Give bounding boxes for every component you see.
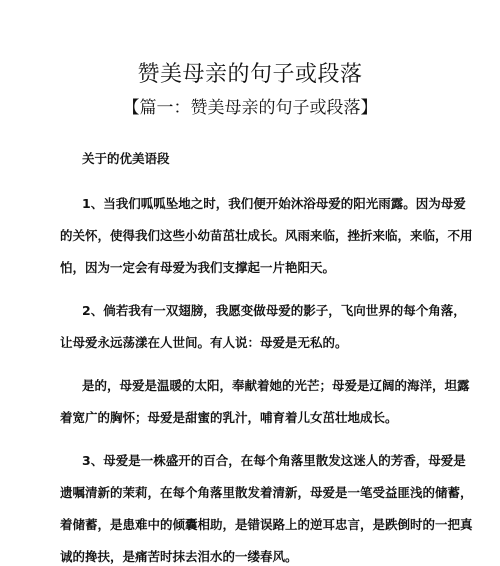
paragraph-line: 1、当我们呱呱坠地之时，我们便开始沐浴母爱的阳光雨露。因为母爱 <box>82 196 466 211</box>
paragraph-line: 怕，因为一定会有母爱为我们支撑起一片艳阳天。 <box>60 260 336 275</box>
paragraph-line: 遗嘱清新的茉莉，在每个角落里散发着清新，母爱是一笔受益匪浅的储蓄， <box>60 485 473 500</box>
subheading: 关于的优美语段 <box>82 151 170 166</box>
paragraph-line: 3、母爱是一株盛开的百合，在每个角落里散发这迷人的芳香，母爱是 <box>82 453 466 468</box>
paragraph-line: 着宽广的胸怀；母爱是甜蜜的乳汁，哺育着儿女茁壮地成长。 <box>60 410 398 425</box>
paragraph-line: 让母爱永远荡漾在人世间。有人说：母爱是无私的。 <box>60 335 348 350</box>
paragraph-line: 是的，母爱是温暖的太阳，奉献着她的光芒；母爱是辽阔的海洋，坦露 <box>82 378 470 393</box>
paragraph-line: 着储蓄，是患难中的倾囊相助，是错误路上的逆耳忠言，是跌倒时的一把真 <box>60 517 473 532</box>
section-heading: 【篇一：赞美母亲的句子或段落】 <box>122 98 378 118</box>
paragraph-line: 的关怀，使得我们这些小幼苗茁壮成长。风雨来临，挫折来临，来临，不用 <box>60 228 473 243</box>
paragraph-line: 2、倘若我有一双翅膀，我愿变做母爱的影子，飞向世界的每个角落， <box>82 303 466 318</box>
document-title: 赞美母亲的句子或段落 <box>137 62 363 87</box>
paragraph-line: 诚的搀扶，是痛苦时抹去泪水的一缕春风。 <box>60 549 298 564</box>
